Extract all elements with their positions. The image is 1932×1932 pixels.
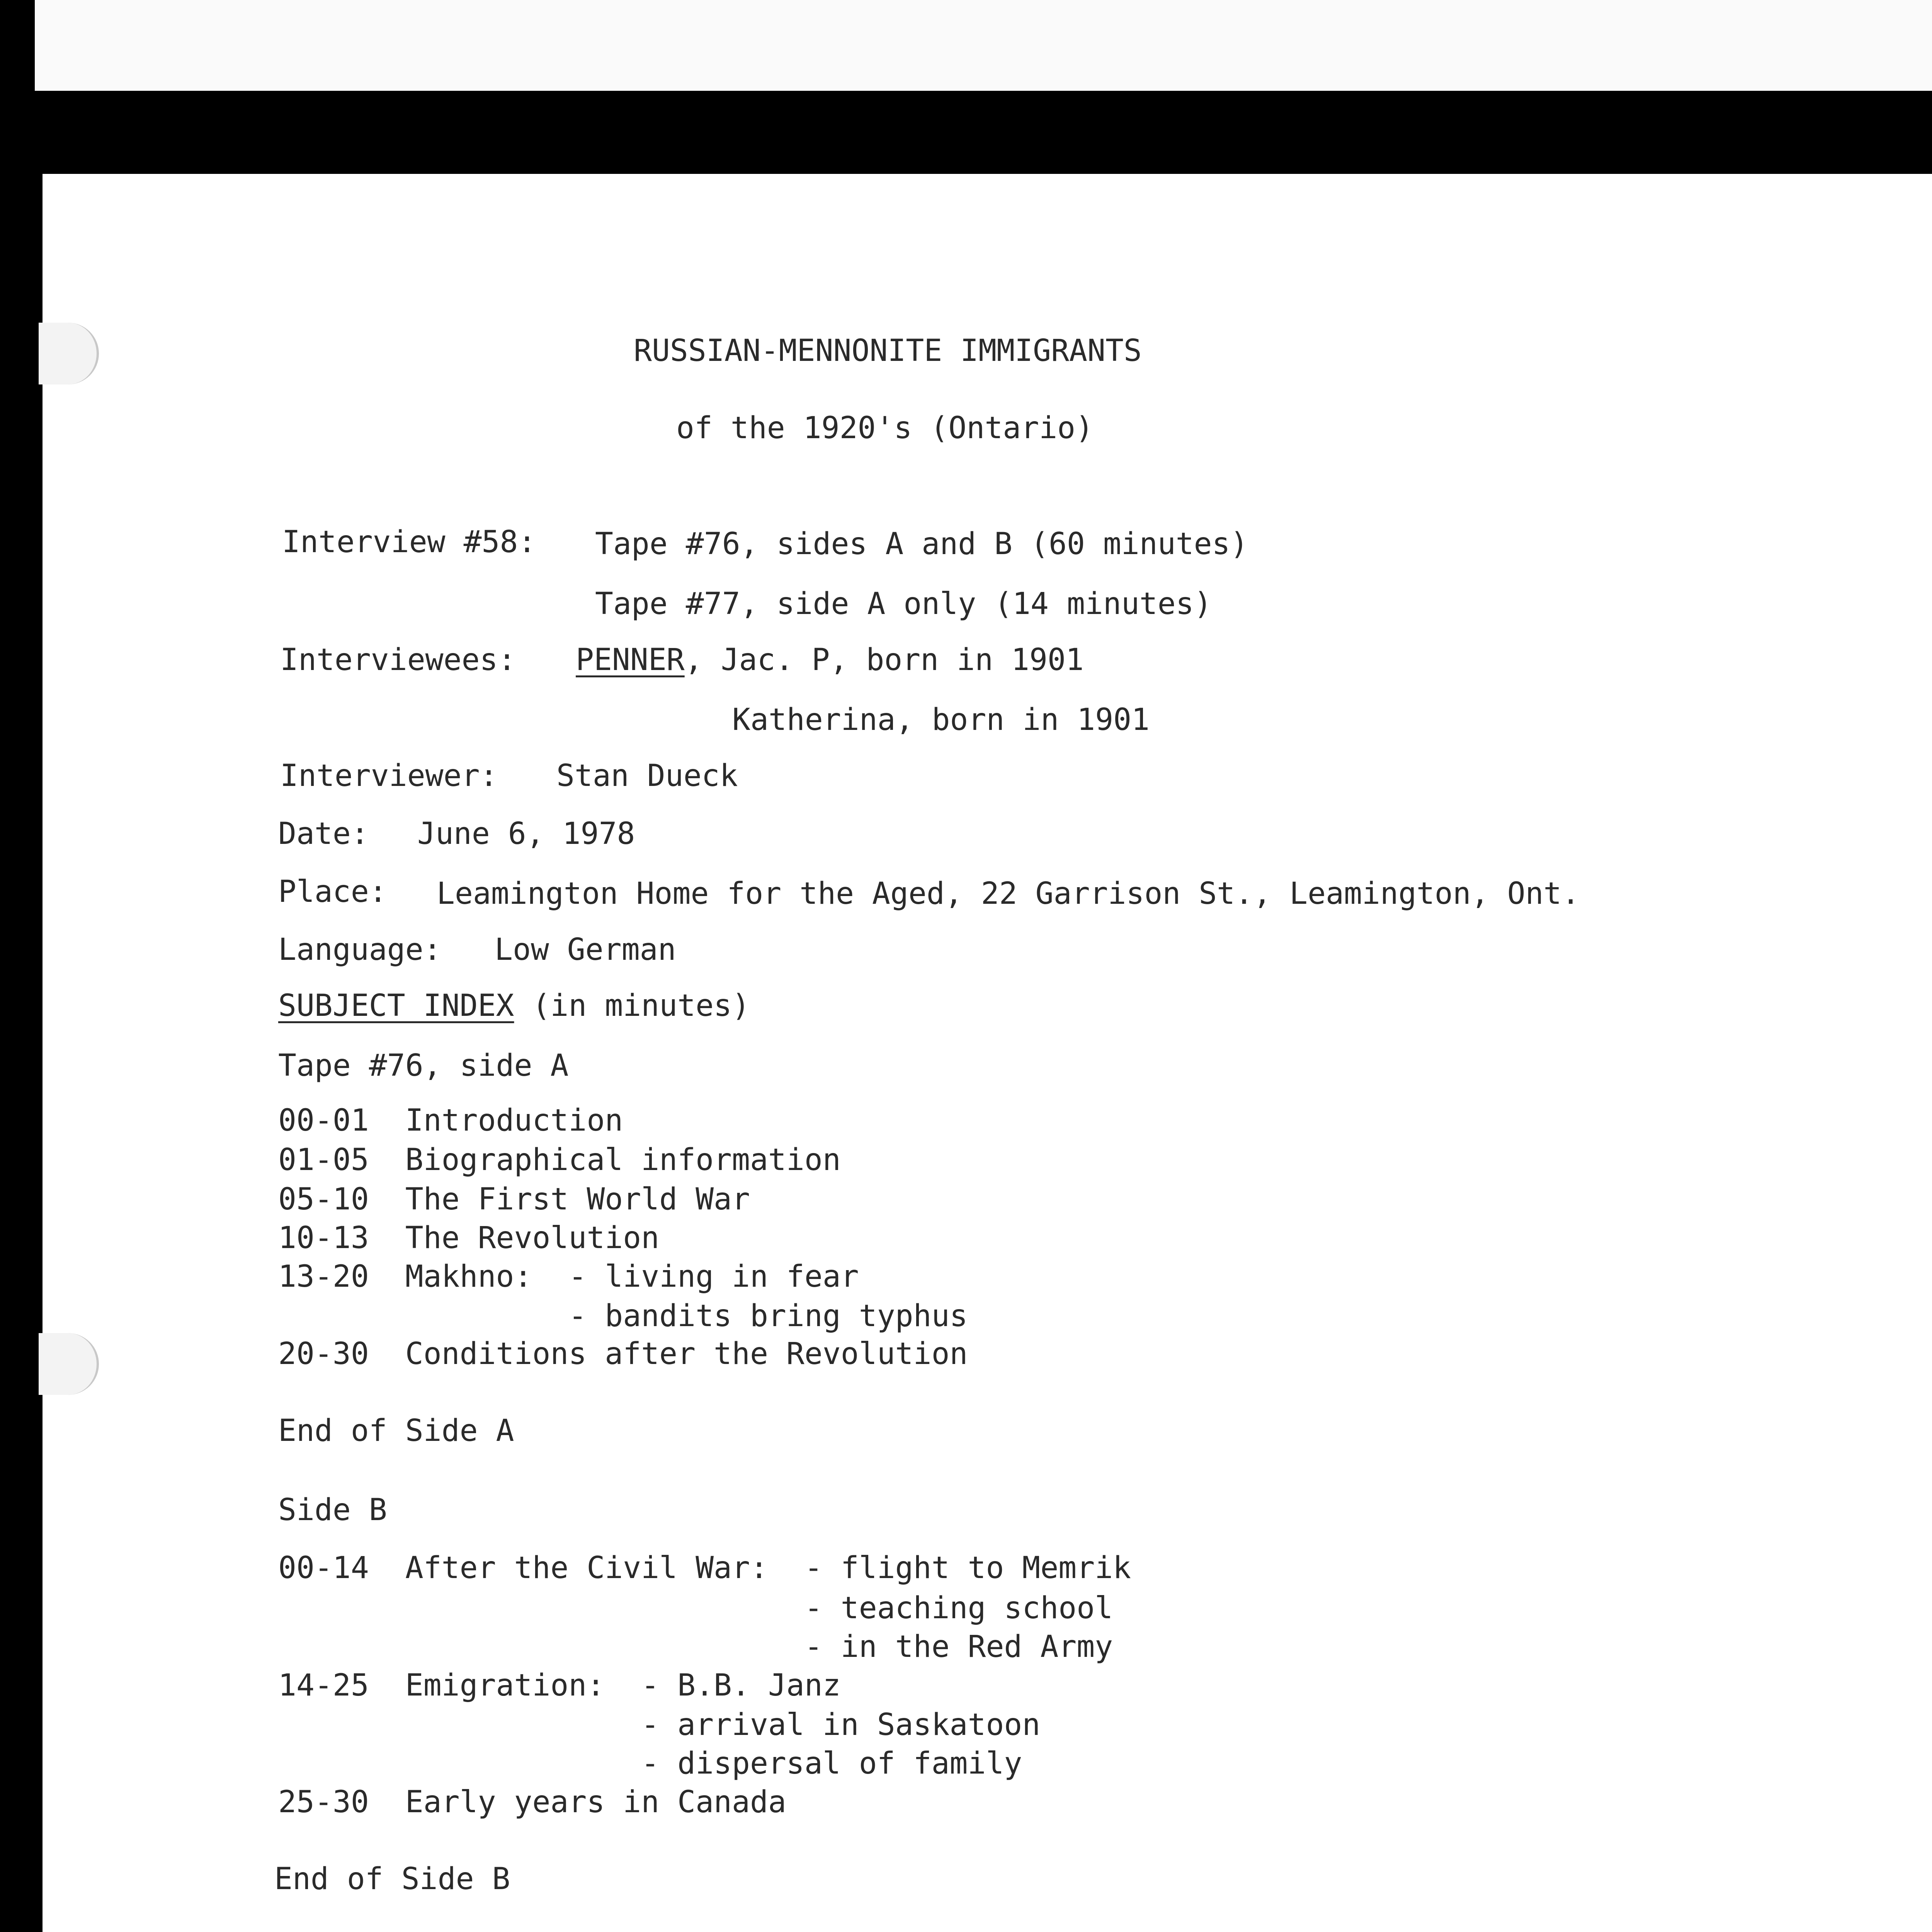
- place-label: Place:: [278, 874, 387, 909]
- interviewer-label: Interviewer:: [280, 759, 498, 793]
- index-row: 05-10 The First World War: [278, 1182, 750, 1217]
- section-heading-side-b: Side B: [278, 1493, 387, 1527]
- interviewee-2: Katherina, born in 1901: [732, 702, 1150, 737]
- index-row: 20-30 Conditions after the Revolution: [278, 1337, 968, 1371]
- index-row-continuation: - bandits bring typhus: [405, 1299, 968, 1333]
- tape-line-2: Tape #77, side A only (14 minutes): [595, 587, 1212, 621]
- punch-hole-middle: [39, 1333, 99, 1395]
- subject-index-title: SUBJECT INDEX: [278, 988, 514, 1023]
- index-row-continuation: - teaching school: [405, 1591, 1113, 1626]
- language-value: Low German: [495, 932, 676, 967]
- interviewees-label: Interviewees:: [280, 643, 516, 677]
- subject-index-suffix: (in minutes): [514, 988, 750, 1023]
- end-of-side-a: End of Side A: [278, 1413, 514, 1448]
- index-row-continuation: - in the Red Army: [405, 1629, 1113, 1664]
- interview-label: Interview #58:: [282, 525, 536, 560]
- interviewee-surname: PENNER: [576, 643, 685, 677]
- place-value: Leamington Home for the Aged, 22 Garrison St., Leamington, Ont.: [437, 876, 1580, 911]
- date-value: June 6, 1978: [417, 816, 635, 851]
- end-of-side-b: End of Side B: [274, 1862, 510, 1896]
- date-label: Date:: [278, 816, 369, 851]
- index-row-continuation: - dispersal of family: [405, 1746, 1022, 1781]
- index-row: 13-20 Makhno: - living in fear: [278, 1259, 859, 1294]
- tape-line-1: Tape #76, sides A and B (60 minutes): [595, 527, 1248, 561]
- index-row: 25-30 Early years in Canada: [278, 1785, 786, 1820]
- interviewee-1: [576, 641, 1084, 679]
- index-row: 00-01 Introduction: [278, 1103, 623, 1138]
- section-heading-tape76-a: Tape #76, side A: [278, 1048, 569, 1083]
- document-subtitle: of the 1920's (Ontario): [676, 411, 1094, 446]
- interviewee-1-details: , Jac. P, born in 1901: [684, 643, 1084, 677]
- language-label: Language:: [278, 932, 442, 967]
- index-row-continuation: - arrival in Saskatoon: [405, 1708, 1041, 1742]
- index-row: 14-25 Emigration: - B.B. Janz: [278, 1668, 841, 1703]
- index-row: 01-05 Biographical information: [278, 1143, 841, 1177]
- punch-hole-top: [39, 323, 99, 384]
- document-page: [43, 174, 1932, 1932]
- subject-index-heading: [278, 987, 750, 1024]
- index-row: 10-13 The Revolution: [278, 1221, 660, 1255]
- interviewer-value: Stan Dueck: [556, 759, 738, 793]
- background-sheet: [35, 0, 1932, 91]
- document-title: RUSSIAN-MENNONITE IMMIGRANTS: [634, 333, 1142, 368]
- index-row: 00-14 After the Civil War: - flight to Memrik: [278, 1551, 1131, 1585]
